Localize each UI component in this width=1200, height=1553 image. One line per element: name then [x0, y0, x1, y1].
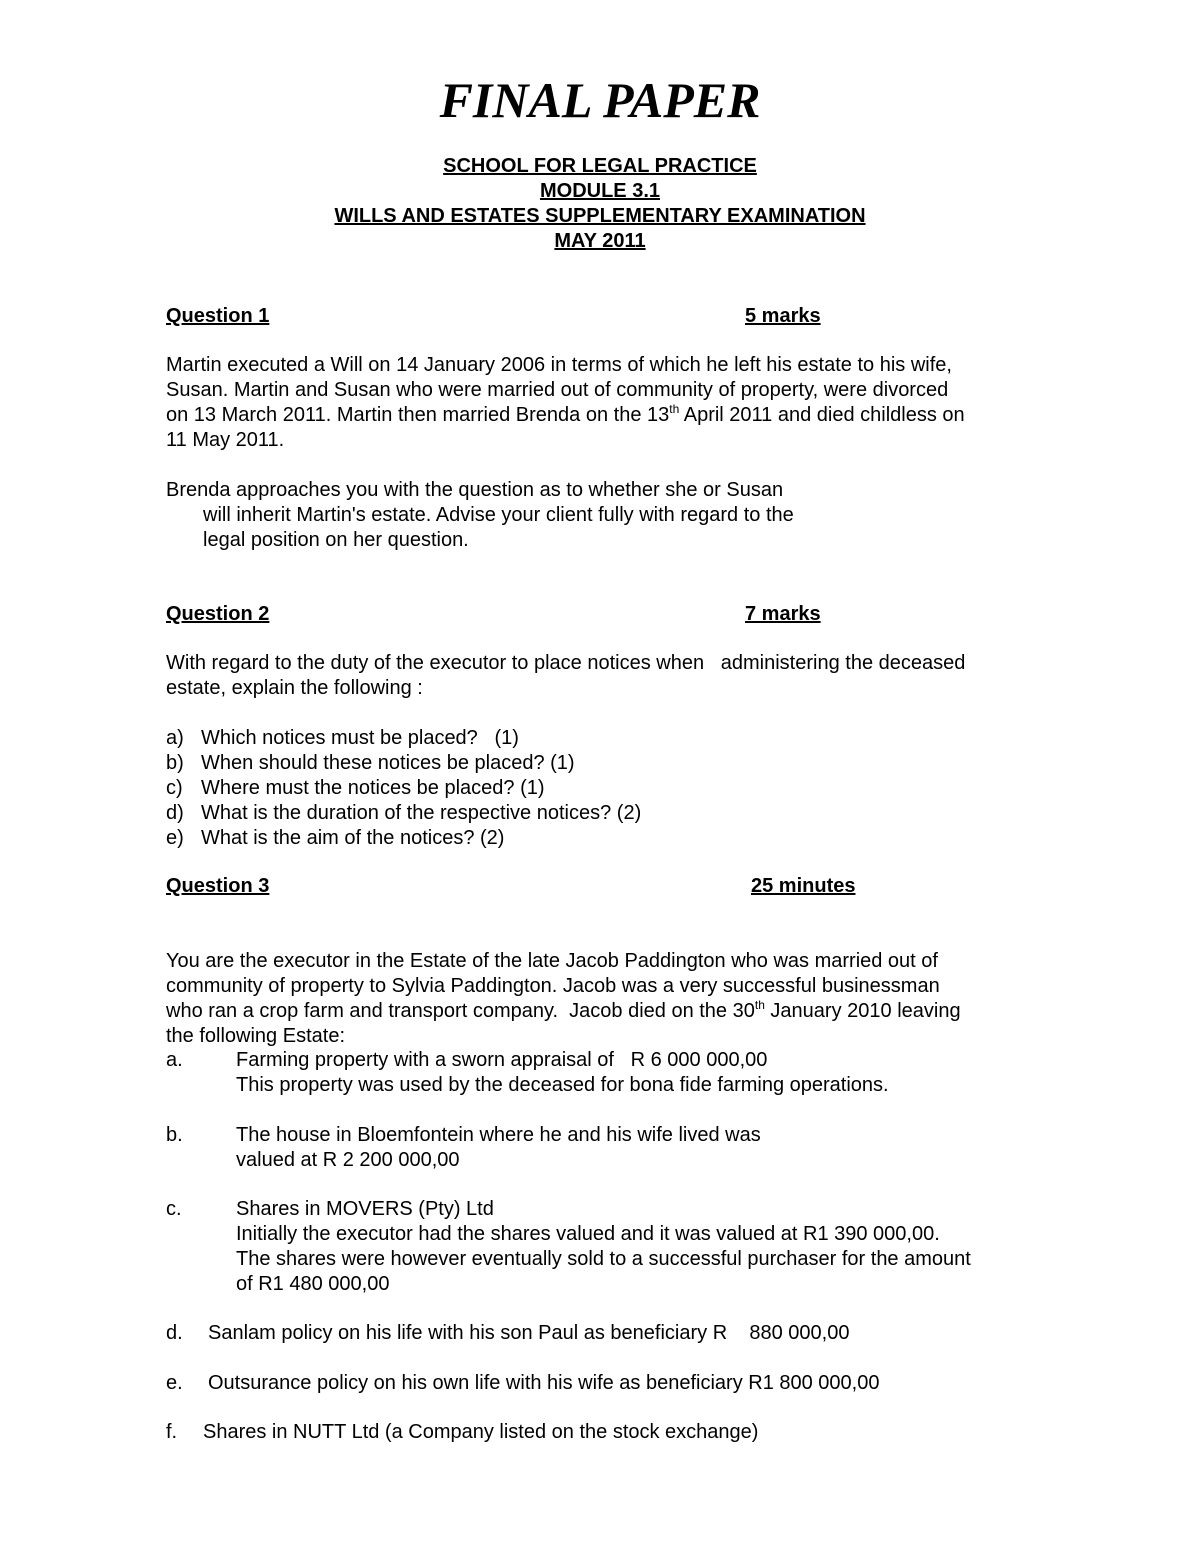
question-1-marks: 5 marks — [745, 305, 821, 327]
estate-item-text: Sanlam policy on his life with his son Paul as beneficiary R 880 000,00 — [208, 1322, 850, 1344]
superscript: th — [754, 998, 765, 1012]
estate-item-text: This property was used by the deceased for bona fide farming operations. — [236, 1074, 889, 1096]
exam-date: MAY 2011 — [554, 230, 646, 252]
list-item — [166, 801, 1046, 826]
list-item — [166, 826, 1046, 851]
estate-item-text: Outsurance policy on his own life with his wife as beneficiary R1 800 000,00 — [208, 1372, 880, 1394]
list-item — [166, 726, 1046, 751]
question-1-heading: Question 1 — [166, 305, 270, 327]
module-name: MODULE 3.1 — [539, 180, 661, 202]
estate-item-text: Initially the executor had the shares valued and it was valued at R1 390 000,00. — [236, 1223, 940, 1245]
text-line: estate, explain the following : — [166, 677, 423, 699]
text-line: legal position on her question. — [203, 529, 469, 551]
estate-item-text: of R1 480 000,00 — [236, 1273, 390, 1295]
school-name: SCHOOL FOR LEGAL PRACTICE — [443, 155, 757, 177]
text-line: the following Estate: — [166, 1025, 345, 1047]
page-title: FINAL PAPER — [439, 72, 761, 128]
question-1-scenario — [166, 353, 1046, 453]
question-2-list — [166, 726, 1046, 851]
estate-item-label: b. — [166, 1124, 183, 1146]
question-3-heading: Question 3 — [166, 875, 270, 897]
text-segment: on 13 March 2011. Martin then married Brenda on the 13 — [166, 404, 670, 426]
text-line — [166, 999, 1046, 1024]
question-3-intro — [166, 949, 1046, 1049]
question-3-time: 25 minutes — [751, 875, 856, 897]
text-line: 11 May 2011. — [166, 429, 285, 451]
estate-item-text: Shares in MOVERS (Pty) Ltd — [236, 1198, 494, 1220]
estate-item-label: c. — [166, 1198, 182, 1220]
text-line: Brenda approaches you with the question as to whether she or Susan — [166, 479, 784, 501]
text-line: Susan. Martin and Susan who were married out of community of property, were divorced — [166, 379, 949, 401]
estate-item-text: The house in Bloemfontein where he and his wife lived was — [236, 1124, 761, 1146]
estate-item-text: Farming property with a sworn appraisal of R 6 000 000,00 — [236, 1049, 768, 1071]
list-label: b) — [166, 752, 184, 774]
question-1-task — [166, 478, 1046, 553]
question-2-intro — [166, 651, 1046, 701]
text-line — [166, 403, 1046, 428]
list-label: d) — [166, 802, 184, 824]
superscript: th — [669, 402, 680, 416]
exam-header — [0, 154, 1200, 254]
text-segment: April 2011 and died childless on — [679, 404, 965, 426]
text-line: Martin executed a Will on 14 January 2006 in terms of which he left his estate to his wife, — [166, 354, 952, 376]
estate-item-label: f. — [166, 1421, 178, 1443]
text-segment: who ran a crop farm and transport company. Jacob died on the 30 — [166, 1000, 755, 1022]
text-line: You are the executor in the Estate of the late Jacob Paddington who was married out of — [166, 950, 938, 972]
question-2-marks: 7 marks — [745, 603, 821, 625]
list-text: Which notices must be placed? (1) — [201, 727, 519, 749]
text-line: will inherit Martin's estate. Advise your client fully with regard to the — [203, 504, 794, 526]
estate-item-text: The shares were however eventually sold to a successful purchaser for the amount — [236, 1248, 971, 1270]
list-item — [166, 751, 1046, 776]
estate-item-text: valued at R 2 200 000,00 — [236, 1149, 460, 1171]
exam-name: WILLS AND ESTATES SUPPLEMENTARY EXAMINATION — [334, 205, 866, 227]
question-2-heading: Question 2 — [166, 603, 270, 625]
list-text: What is the duration of the respective notices? (2) — [201, 802, 642, 824]
list-label: e) — [166, 827, 184, 849]
estate-item-label: a. — [166, 1049, 183, 1071]
list-text: What is the aim of the notices? (2) — [201, 827, 505, 849]
text-line: community of property to Sylvia Paddington. Jacob was a very successful businessman — [166, 975, 940, 997]
list-text: When should these notices be placed? (1) — [201, 752, 575, 774]
text-line: With regard to the duty of the executor to place notices when administering the deceased — [166, 652, 966, 674]
text-segment: January 2010 leaving — [764, 1000, 961, 1022]
list-label: c) — [166, 777, 183, 799]
estate-item-label: e. — [166, 1372, 183, 1394]
estate-item-label: d. — [166, 1322, 183, 1344]
estate-item-text: Shares in NUTT Ltd (a Company listed on the stock exchange) — [203, 1421, 759, 1443]
list-item — [166, 776, 1046, 801]
list-label: a) — [166, 727, 184, 749]
list-text: Where must the notices be placed? (1) — [201, 777, 545, 799]
